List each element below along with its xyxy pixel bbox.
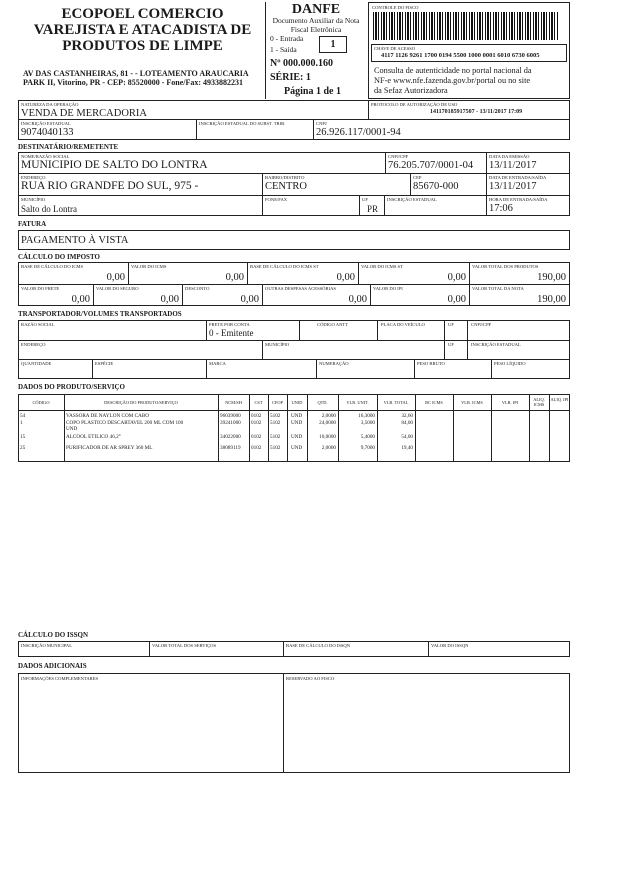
product-cfop: 5102: [270, 413, 281, 419]
product-unit-price: 3,5000: [360, 420, 375, 426]
insurance-label: VALOR DO SEGURO: [96, 286, 139, 291]
other-expenses-value: 0,00: [348, 294, 367, 305]
total-products-value: 190,00: [537, 272, 566, 283]
danfe-subtitle2: Fiscal Eletrônica: [290, 25, 342, 34]
municipal-reg-label: INSCRIÇÃO MUNICIPAL: [21, 643, 73, 648]
header-description: DESCRIÇÃO DO PRODUTO/SERVIÇO: [104, 400, 178, 405]
product-cfop: 5102: [270, 420, 281, 426]
protocol: 141170185917507 - 13/11/2017 17:09: [430, 109, 523, 115]
access-key-label: CHAVE DE ACESSO: [374, 46, 416, 51]
carrier-address-label: ENDEREÇO: [21, 342, 46, 347]
ipi-label: VALOR DO IPI: [373, 286, 403, 291]
emission-date: 13/11/2017: [489, 160, 537, 171]
brand-label: MARCA: [209, 361, 226, 366]
fiscal-control-label: CONTROLE DO FISCO: [372, 5, 419, 10]
io-date-label: DATA DE ENTRADA/SAÍDA: [489, 175, 547, 180]
total-products-label: VALOR TOTAL DOS PRODUTOS: [472, 264, 539, 269]
product-unit-price: 16,3000: [358, 413, 375, 419]
recipient-ie-label: INSCRIÇÃO ESTADUAL: [387, 197, 437, 202]
issqn-section: CÁLCULO DO ISSQN: [18, 631, 89, 639]
header-aliq-icms: ALIQ. ICMS: [533, 397, 545, 407]
product-ncm: 34022000: [220, 434, 241, 440]
issuer-cnpj: 26.926.117/0001-94: [316, 127, 401, 138]
tax-base-label: BASE DE CÁLCULO DO ICMS: [21, 264, 84, 269]
recipient-district: CENTRO: [265, 181, 307, 192]
icms-st-value: 0,00: [447, 272, 466, 283]
invoice-section: FATURA: [18, 220, 47, 228]
product-unit: UND: [291, 413, 303, 419]
product-cst: 0102: [251, 420, 262, 426]
product-qty: 2,0000: [321, 413, 336, 419]
issuer-name-line3: PRODUTOS DE LIMPE: [62, 38, 223, 54]
carrier-name-label: RAZÃO SOCIAL: [21, 322, 55, 327]
recipient-address: RUA RIO GRANDFE DO SUL, 975 -: [21, 180, 199, 192]
entry-label: 0 - Entrada: [270, 34, 304, 43]
header-qty: QTD.: [317, 400, 328, 405]
product-description-cont: UND: [66, 426, 78, 432]
icms-st-label: VALOR DO ICMS ST: [361, 264, 403, 269]
freight-by: 0 - Emitente: [209, 328, 254, 338]
discount-value: 0,00: [240, 294, 259, 305]
product-qty: 2,0000: [321, 445, 336, 451]
transport-section: TRANSPORTADOR/VOLUMES TRANSPORTADOS: [18, 310, 182, 318]
page-indicator: Página 1 de 1: [284, 86, 341, 97]
antt-label: CÓDIGO ANTT: [317, 322, 349, 327]
nature-label: NATUREZA DA OPERAÇÃO: [21, 102, 79, 107]
icms-label: VALOR DO ICMS: [131, 264, 167, 269]
issuer-address-line1: AV DAS CASTANHEIRAS, 81 - - LOTEAMENTO ARAUCARIA: [23, 69, 249, 78]
product-ncm: 39241000: [220, 420, 241, 426]
quantity-label: QUANTIDADE: [21, 361, 52, 366]
product-cfop: 5102: [270, 445, 281, 451]
consult-line2: NF-e www.nfe.fazenda.gov.br/portal ou no site: [374, 76, 531, 85]
product-unit-price: 9,7000: [360, 445, 375, 451]
header-total: VLR. TOTAL: [383, 400, 409, 405]
numbering-label: NUMERAÇÃO: [319, 361, 349, 366]
city-label: MUNICÍPIO: [21, 197, 46, 202]
io-date: 13/11/2017: [489, 181, 537, 192]
product-unit-price: 5,4000: [360, 434, 375, 440]
danfe-subtitle1: Documento Auxiliar da Nota: [272, 16, 360, 25]
access-key: 4117 1126 9261 1700 0194 5500 1000 0001 6010 6730 6005: [381, 52, 540, 59]
uf-label: UF: [362, 197, 368, 202]
header-vlr-ipi: VLR. IPI: [501, 400, 519, 405]
additional-box: [18, 673, 570, 773]
header-unit-price: VLR. UNIT.: [346, 400, 369, 405]
product-cst: 0102: [251, 434, 262, 440]
issuer-name-line1: ECOPOEL COMERCIO: [61, 6, 224, 22]
discount-label: DESCONTO: [185, 286, 210, 291]
emission-label: DATA DA EMISSÃO: [489, 154, 530, 159]
product-description: ALCOOL ETILICO 46,2°: [66, 434, 121, 440]
product-unit: UND: [291, 445, 303, 451]
additional-section: DADOS ADICIONAIS: [18, 662, 87, 670]
product-code: 1: [20, 420, 23, 426]
total-invoice-label: VALOR TOTAL DA NOTA: [472, 286, 524, 291]
carrier-ie-label: INSCRIÇÃO ESTADUAL: [471, 342, 521, 347]
product-total: 19,40: [401, 445, 413, 451]
header-vlr-icms: VLR. ICMS: [461, 400, 483, 405]
products-section: DADOS DO PRODUTO/SERVIÇO: [18, 383, 125, 391]
operation-box: [18, 100, 570, 140]
invoice-series: SÉRIE: 1: [270, 72, 311, 83]
type-box: 1: [319, 36, 347, 53]
product-ncm: 38089119: [220, 445, 241, 451]
net-weight-label: PESO LÍQUIDO: [494, 361, 526, 366]
recipient-section: DESTINATÁRIO/REMETENTE: [18, 143, 119, 151]
tax-section: CÁLCULO DO IMPOSTO: [18, 253, 100, 261]
product-unit: UND: [291, 434, 303, 440]
icms-value: 0,00: [225, 272, 244, 283]
address-label: ENDEREÇO: [21, 175, 46, 180]
total-invoice-value: 190,00: [537, 294, 566, 305]
header-cst: CST: [254, 400, 263, 405]
gross-weight-label: PESO BRUTO: [417, 361, 445, 366]
product-description: VASSORA DE NAYLON COM CABO: [66, 413, 150, 419]
recipient-name: MUNICIPIO DE SALTO DO LONTRA: [21, 159, 208, 171]
invoice-number: Nº 000.000.160: [270, 58, 334, 69]
product-cfop: 5102: [270, 434, 281, 440]
header-code: CÓDIGO: [32, 400, 50, 405]
tax-base-st-value: 0,00: [336, 272, 355, 283]
header-bc-icms: BC ICMS: [425, 400, 443, 405]
cnpj-label: CNPJ: [316, 121, 327, 126]
product-description: COPO PLASTICO DESCARTAVEL 200 ML COM 100: [66, 420, 184, 426]
carrier-uf2-label: UF: [448, 342, 454, 347]
io-time: 17:06: [489, 203, 513, 214]
species-label: ESPÉCIE: [95, 361, 114, 366]
protocol-label: PROTOCOLO DE AUTORIZAÇÃO DE USO: [371, 102, 458, 107]
product-cst: 0102: [251, 445, 262, 451]
district-label: BAIRRO/DISTRITO: [265, 175, 305, 180]
product-unit: UND: [291, 420, 303, 426]
barcode-icon: [373, 12, 558, 40]
danfe-title: DANFE: [291, 2, 341, 17]
freight-value: 0,00: [71, 294, 90, 305]
payment-method: PAGAMENTO À VISTA: [21, 235, 129, 246]
issqn-base-label: BASE DE CÁLCULO DO ISSQN: [286, 643, 351, 648]
issuer-address-line2: PARK II, Vitorino, PR - CEP: 85520000 - Fone/Fax: 4933882231: [23, 78, 244, 87]
product-code: 25: [20, 445, 26, 451]
carrier-uf-label: UF: [448, 322, 454, 327]
complementary-info-label: INFORMAÇÕES COMPLEMENTARES: [21, 676, 99, 681]
product-total: 54,00: [401, 434, 413, 440]
product-total: 32,60: [401, 413, 413, 419]
carrier-cnpj-label: CNPJ/CPF: [471, 322, 492, 327]
recipient-name-label: NOME/RAZÃO SOCIAL: [21, 154, 70, 159]
consult-line3: da Sefaz Autorizadora: [374, 86, 448, 95]
ie-st-label: INSCRIÇÃO ESTADUAL DO SUBST. TRIB.: [199, 121, 286, 126]
recipient-city: Salto do Lontra: [21, 204, 77, 214]
operation-nature: VENDA DE MERCADORIA: [21, 108, 147, 119]
transport-box: [18, 320, 570, 379]
recipient-uf: PR: [367, 204, 379, 214]
issuer-name-line2: VAREJISTA E ATACADISTA DE: [33, 22, 252, 38]
reserved-fisco-label: RESERVADO AO FISCO: [286, 676, 335, 681]
cep-label: CEP: [413, 175, 422, 180]
product-description: PURIFICADOR DE AR SPREY 360 ML: [66, 445, 153, 451]
header-cfop: CFOP: [272, 400, 283, 405]
recipient-cep: 85670-000: [413, 181, 459, 192]
ipi-value: 0,00: [447, 294, 466, 305]
header-unit: UNID: [291, 400, 303, 405]
tax-base-st-label: BASE DE CÁLCULO DO ICMS ST: [250, 264, 319, 269]
recipient-cnpj-label: CNPJ/CPF: [388, 154, 409, 159]
tax-base-value: 0,00: [106, 272, 125, 283]
plate-label: PLACA DO VEÍCULO: [381, 322, 425, 327]
product-code: 15: [20, 434, 26, 440]
insurance-value: 0,00: [160, 294, 179, 305]
other-expenses-label: OUTRAS DESPESAS ACESSÓRIAS: [265, 286, 336, 291]
recipient-cnpj: 76.205.707/0001-04: [388, 160, 474, 171]
freight-by-label: FRETE POR CONTA: [209, 322, 250, 327]
product-qty: 24,0000: [319, 420, 336, 426]
header-aliq-ipi: ALIQ. IPI: [550, 397, 569, 402]
consult-line1: Consulta de autenticidade no portal nacional da: [374, 66, 532, 75]
exit-label: 1 - Saída: [270, 45, 297, 54]
freight-label: VALOR DO FRETE: [21, 286, 60, 291]
header-ncm: NCM/SH: [225, 400, 242, 405]
services-total-label: VALOR TOTAL DOS SERVIÇOS: [152, 643, 217, 648]
product-total: 84,00: [401, 420, 413, 426]
carrier-city-label: MUNICÍPIO: [265, 342, 290, 347]
product-code: 54: [20, 413, 26, 419]
product-cst: 0102: [251, 413, 262, 419]
ie-label: INSCRIÇÃO ESTADUAL: [21, 121, 71, 126]
phone-label: FONE/FAX: [265, 197, 288, 202]
product-qty: 10,0000: [319, 434, 336, 440]
io-time-label: HORA DE ENTRADA/SAÍDA: [489, 197, 548, 202]
issqn-value-label: VALOR DO ISSQN: [431, 643, 469, 648]
issuer-ie: 9074040133: [21, 127, 74, 138]
product-ncm: 96039000: [220, 413, 241, 419]
